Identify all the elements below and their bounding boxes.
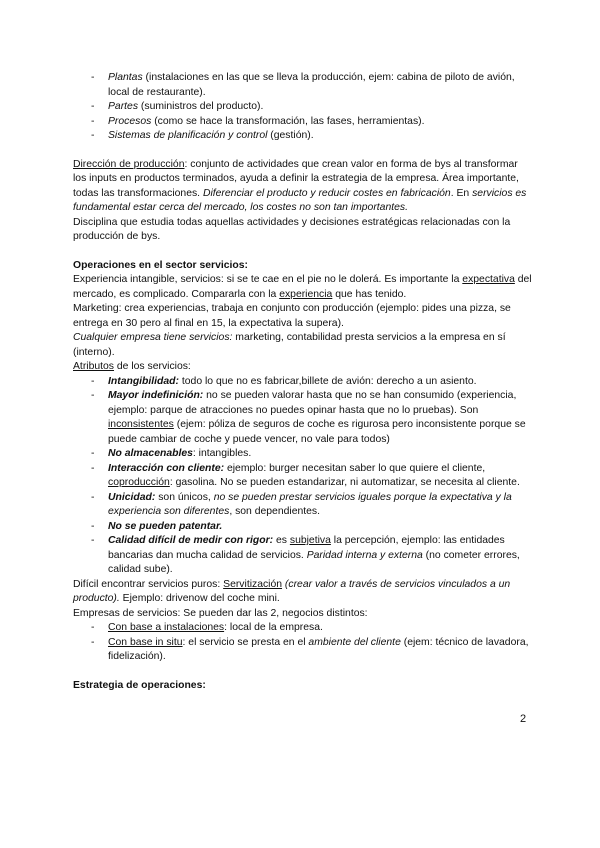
paragraph: Marketing: crea experiencias, trabaja en conjunto con producción (ejemplo: pides una pizza, se entrega en 30 pero al final en 15, la expectativa la supera). (73, 303, 511, 329)
list-item: - No almacenables: intangibles. (73, 447, 533, 462)
section-heading: Estrategia de operaciones: (73, 679, 206, 691)
direccion-paragraph: Dirección de producción: conjunto de actividades que crean valor en forma de bys al transformar los inputs en productos terminados, ayuda a definir la estrategia de la empresa. Área importante, todas las transformaciones. Diferenciar el producto y reducir costes en fabricación. En servicios es fundamental estar cerca del mercado, los costes no son tan importantes. (73, 158, 527, 213)
paragraph: Cualquier empresa tiene servicios: marketing, contabilidad presta servicios a la empresa en sí (interno). (73, 332, 506, 358)
page-number: 2 (520, 713, 527, 725)
list-item: - Plantas (instalaciones en las que se lleva la producción, ejem: cabina de piloto de avión, local de restaurante). (73, 71, 533, 100)
term: Sistemas de planificación y control (108, 130, 268, 141)
direccion-paragraph-2: Disciplina que estudia todas aquellas actividades y decisiones estratégicas relacionadas con la producción de bys. (73, 216, 511, 242)
list-item: - Partes (suministros del producto). (73, 100, 533, 115)
list-item: - Unicidad: son únicos, no se pueden prestar servicios iguales porque la expectativa y la experiencia son diferentes, son dependientes. (73, 491, 533, 520)
section-heading: Operaciones en el sector servicios: (73, 259, 248, 271)
list-item: - Mayor indefinición: no se pueden valorar hasta que no se han consumido (experiencia, ejemplo: parque de atracciones no puedes opinar hasta que no lo pruebas). Son inconsistentes (ejem: póliza de seguros de coche es rigurosa pero inconsistente porque se puede cambiar de coche y puede vencer, no vale para todos) (73, 389, 533, 447)
paragraph: Empresas de servicios: Se pueden dar las 2, negocios distintos: (73, 607, 368, 619)
list-item: - Calidad difícil de medir con rigor: es subjetiva la percepción, ejemplo: las entidades bancarias dan mucha calidad de servicios. Paridad interna y externa (no cometer errores, calidad sube). (73, 534, 533, 578)
intro-list (73, 71, 533, 144)
list-item: - Intangibilidad: todo lo que no es fabricar,billete de avión: derecho a un asiento. (73, 375, 533, 390)
atributos-list (73, 375, 533, 578)
list-item: - Interacción con cliente: ejemplo: burger necesitan saber lo que quiere el cliente, coproducción: gasolina. No se pueden estandarizar, ni automatizar, se necesita al cliente. (73, 462, 533, 491)
paragraph: Difícil encontrar servicios puros: Servitización (crear valor a través de servicios vinculados a un producto). Ejemplo: drivenow del coche mini. (73, 578, 511, 604)
term: Plantas (108, 72, 143, 83)
base-list (73, 621, 533, 665)
document-page (73, 71, 533, 693)
term: Partes (108, 101, 139, 112)
list-item: - Con base in situ: el servicio se presta en el ambiente del cliente (ejem: técnico de lavadora, fidelización). (73, 636, 533, 665)
paragraph: Experiencia intangible, servicios: si se te cae en el pie no le dolerá. Es importante la expectativa del mercado, es complicado. Compararla con la experiencia que has tenido. (73, 274, 532, 300)
list-item: - Con base a instalaciones: local de la empresa. (73, 621, 533, 636)
list-item: - Procesos (como se hace la transformación, las fases, herramientas). (73, 115, 533, 130)
list-item: - Sistemas de planificación y control (gestión). (73, 129, 533, 144)
term: Procesos (108, 115, 152, 127)
list-item: - No se pueden patentar. (73, 520, 533, 535)
paragraph: Atributos de los servicios: (73, 361, 191, 372)
